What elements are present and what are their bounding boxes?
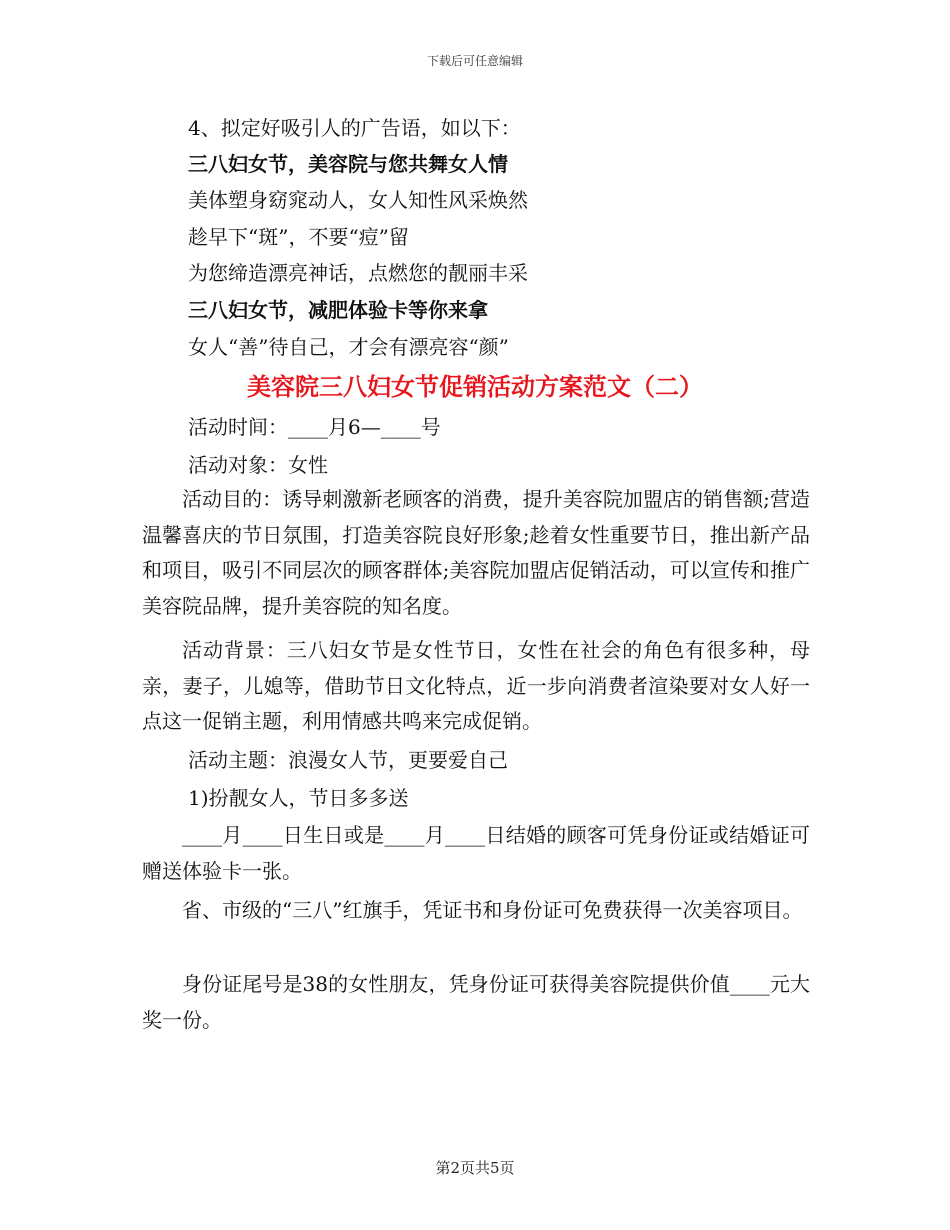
slogan-2: 三八妇女节，减肥体验卡等你来拿 [188, 298, 488, 322]
activity-time: 活动时间：____月6—____号 [188, 415, 441, 439]
page-header: 下载后可任意编辑 [426, 54, 523, 68]
slogan-line-4: 女人“善”待自己，才会有漂亮容“颜” [188, 335, 509, 359]
slogan-line-2: 趁早下“斑”，不要“痘”留 [188, 225, 409, 249]
section-title: 美容院三八妇女节促销活动方案范文（二） [247, 372, 703, 401]
slogan-1: 三八妇女节，美容院与您共舞女人情 [188, 152, 508, 176]
item-1-title: 1)扮靓女人，节日多多送 [188, 786, 409, 810]
activity-target: 活动对象：女性 [188, 453, 328, 477]
slogan-line-3: 为您缔造漂亮神话，点燃您的靓丽丰采 [188, 261, 528, 285]
activity-purpose: 活动目的：诱导刺激新老顾客的消费，提升美容院加盟店的销售额;营造温馨喜庆的节日氛围，打造美容院良好形象;趁着女性重要节日，推出新产品和项目，吸引不同层次的顾客群体;美容院加盟店促销活动，可以宣传和推广美容院品牌，提升美容院的知名度。 [142, 487, 810, 618]
section-heading: 4、拟定好吸引人的广告语，如以下： [188, 116, 521, 140]
activity-background: 活动背景：三八妇女节是女性节日，女性在社会的角色有很多种，母亲，妻子，儿媳等，借助节日文化特点，近一步向消费者渲染要对女人好一点这一促销主题，利用情感共鸣来完成促销。 [142, 638, 810, 733]
page-footer: 第2页共5页 [435, 1159, 515, 1177]
slogan-line-1: 美体塑身窈窕动人，女人知性风采焕然 [188, 188, 528, 212]
item-1-paragraph-1: ____月____日生日或是____月____日结婚的顾客可凭身份证或结婚证可赠送体验卡一张。 [142, 823, 810, 883]
activity-theme: 活动主题：浪漫女人节，更要爱自己 [188, 748, 508, 772]
item-1-paragraph-2: 省、市级的“三八”红旗手，凭证书和身份证可免费获得一次美容项目。 [182, 898, 803, 922]
item-1-paragraph-3: 身份证尾号是38的女性朋友，凭身份证可获得美容院提供价值____元大奖一份。 [142, 972, 810, 1032]
